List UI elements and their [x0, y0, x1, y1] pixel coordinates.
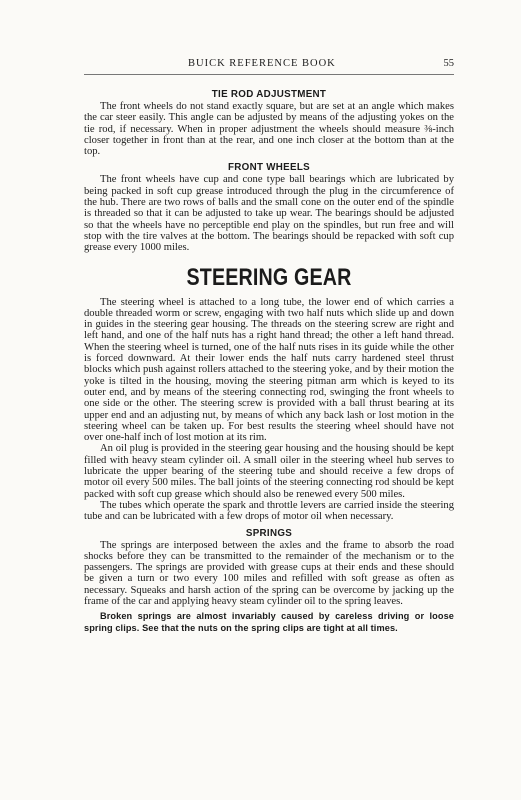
tie-rod-paragraph: The front wheels do not stand exactly square, but are set at an angle which makes the car steer easily. This angle can be adjusted by means of the adjusting yokes on the tie rod, if necessary. When in proper adjustment the wheels should measure ⅜-inch closer together in front than at the rear, and one inch closer at the bottom than at the top. [84, 101, 454, 158]
header-rule [84, 74, 454, 75]
springs-warning-note: Broken springs are almost invariably caused by careless driving or loose spring clips. See that the nuts on the spring clips are tight at all times. [84, 611, 454, 633]
page-number: 55 [443, 58, 454, 69]
springs-paragraph: The springs are interposed between the axles and the frame to absorb the road shocks before they can be transmitted to the remainder of the mechanism or to the passengers. The springs are provided with grease cups at their ends and these should be given a turn or two every 100 miles and refilled with soft grease as often as necessary. Squeaks and harsh action of the spring can be overcome by jacking up the frame of the car and applying heavy steam cylinder oil to the spring leaves. [84, 539, 454, 607]
tie-rod-heading: TIE ROD ADJUSTMENT [211, 89, 327, 100]
running-header [84, 58, 454, 72]
book-page [84, 58, 454, 634]
book-title: BUICK REFERENCE BOOK [188, 58, 336, 69]
springs-heading: SPRINGS [245, 527, 293, 539]
steering-gear-paragraph-2: An oil plug is provided in the steering gear housing and the housing should be kept filled with heavy steam cylinder oil. A small oiler in the steering wheel hub serves to lubricate the upper bearing of the steering tube and should receive a few drops of motor oil every 500 miles. The ball joints of the steering connecting rod should be kept packed with soft cup grease which should also be renewed every 500 miles. [84, 443, 454, 500]
front-wheels-paragraph: The front wheels have cup and cone type ball bearings which are lubricated by being packed in soft cup grease introduced through the plug in the circumference of the hub. There are two rows of balls and the small cone on the outer end of the spindle is threaded so that it can be adjusted to take up wear. The bearings should be adjusted so that the wheels have no perceptible end play on the spindles, but run free and will stop with the tire valves at the bottom. The bearings should be repacked with soft cup grease every 1000 miles. [84, 174, 454, 254]
steering-gear-paragraph-1: The steering wheel is attached to a long tube, the lower end of which carries a double threaded worm or screw, engaging with two half nuts which slide up and down in guides in the steering gear housing. The threads on the steering screw are right and left hand, and one of the half nuts has a right hand thread; the other a left hand thread. When the steering wheel is turned, one of the half nuts rises in its guide while the other is forced downward. At their lower ends the half nuts carry hardened steel thrust blocks which push against rollers attached to the steering yoke, and by their motion the yoke is tilted in the housing, moving the steering pitman arm which is keyed to its outer end, and by means of the steering connecting rod, swinging the front wheels to one side or the other. The steering screw is provided with a ball thrust bearing at its upper end and an adjusting nut, by means of which any back lash or lost motion in the steering wheel can be taken up. For best results the steering wheel should have not over one-half inch of lost motion at its rim. [84, 296, 454, 444]
steering-gear-heading: STEERING GEAR [186, 263, 352, 291]
front-wheels-heading: FRONT WHEELS [228, 162, 310, 174]
steering-gear-paragraph-3: The tubes which operate the spark and throttle levers are carried inside the steering tube and can be lubricated with a few drops of motor oil when necessary. [84, 499, 454, 523]
